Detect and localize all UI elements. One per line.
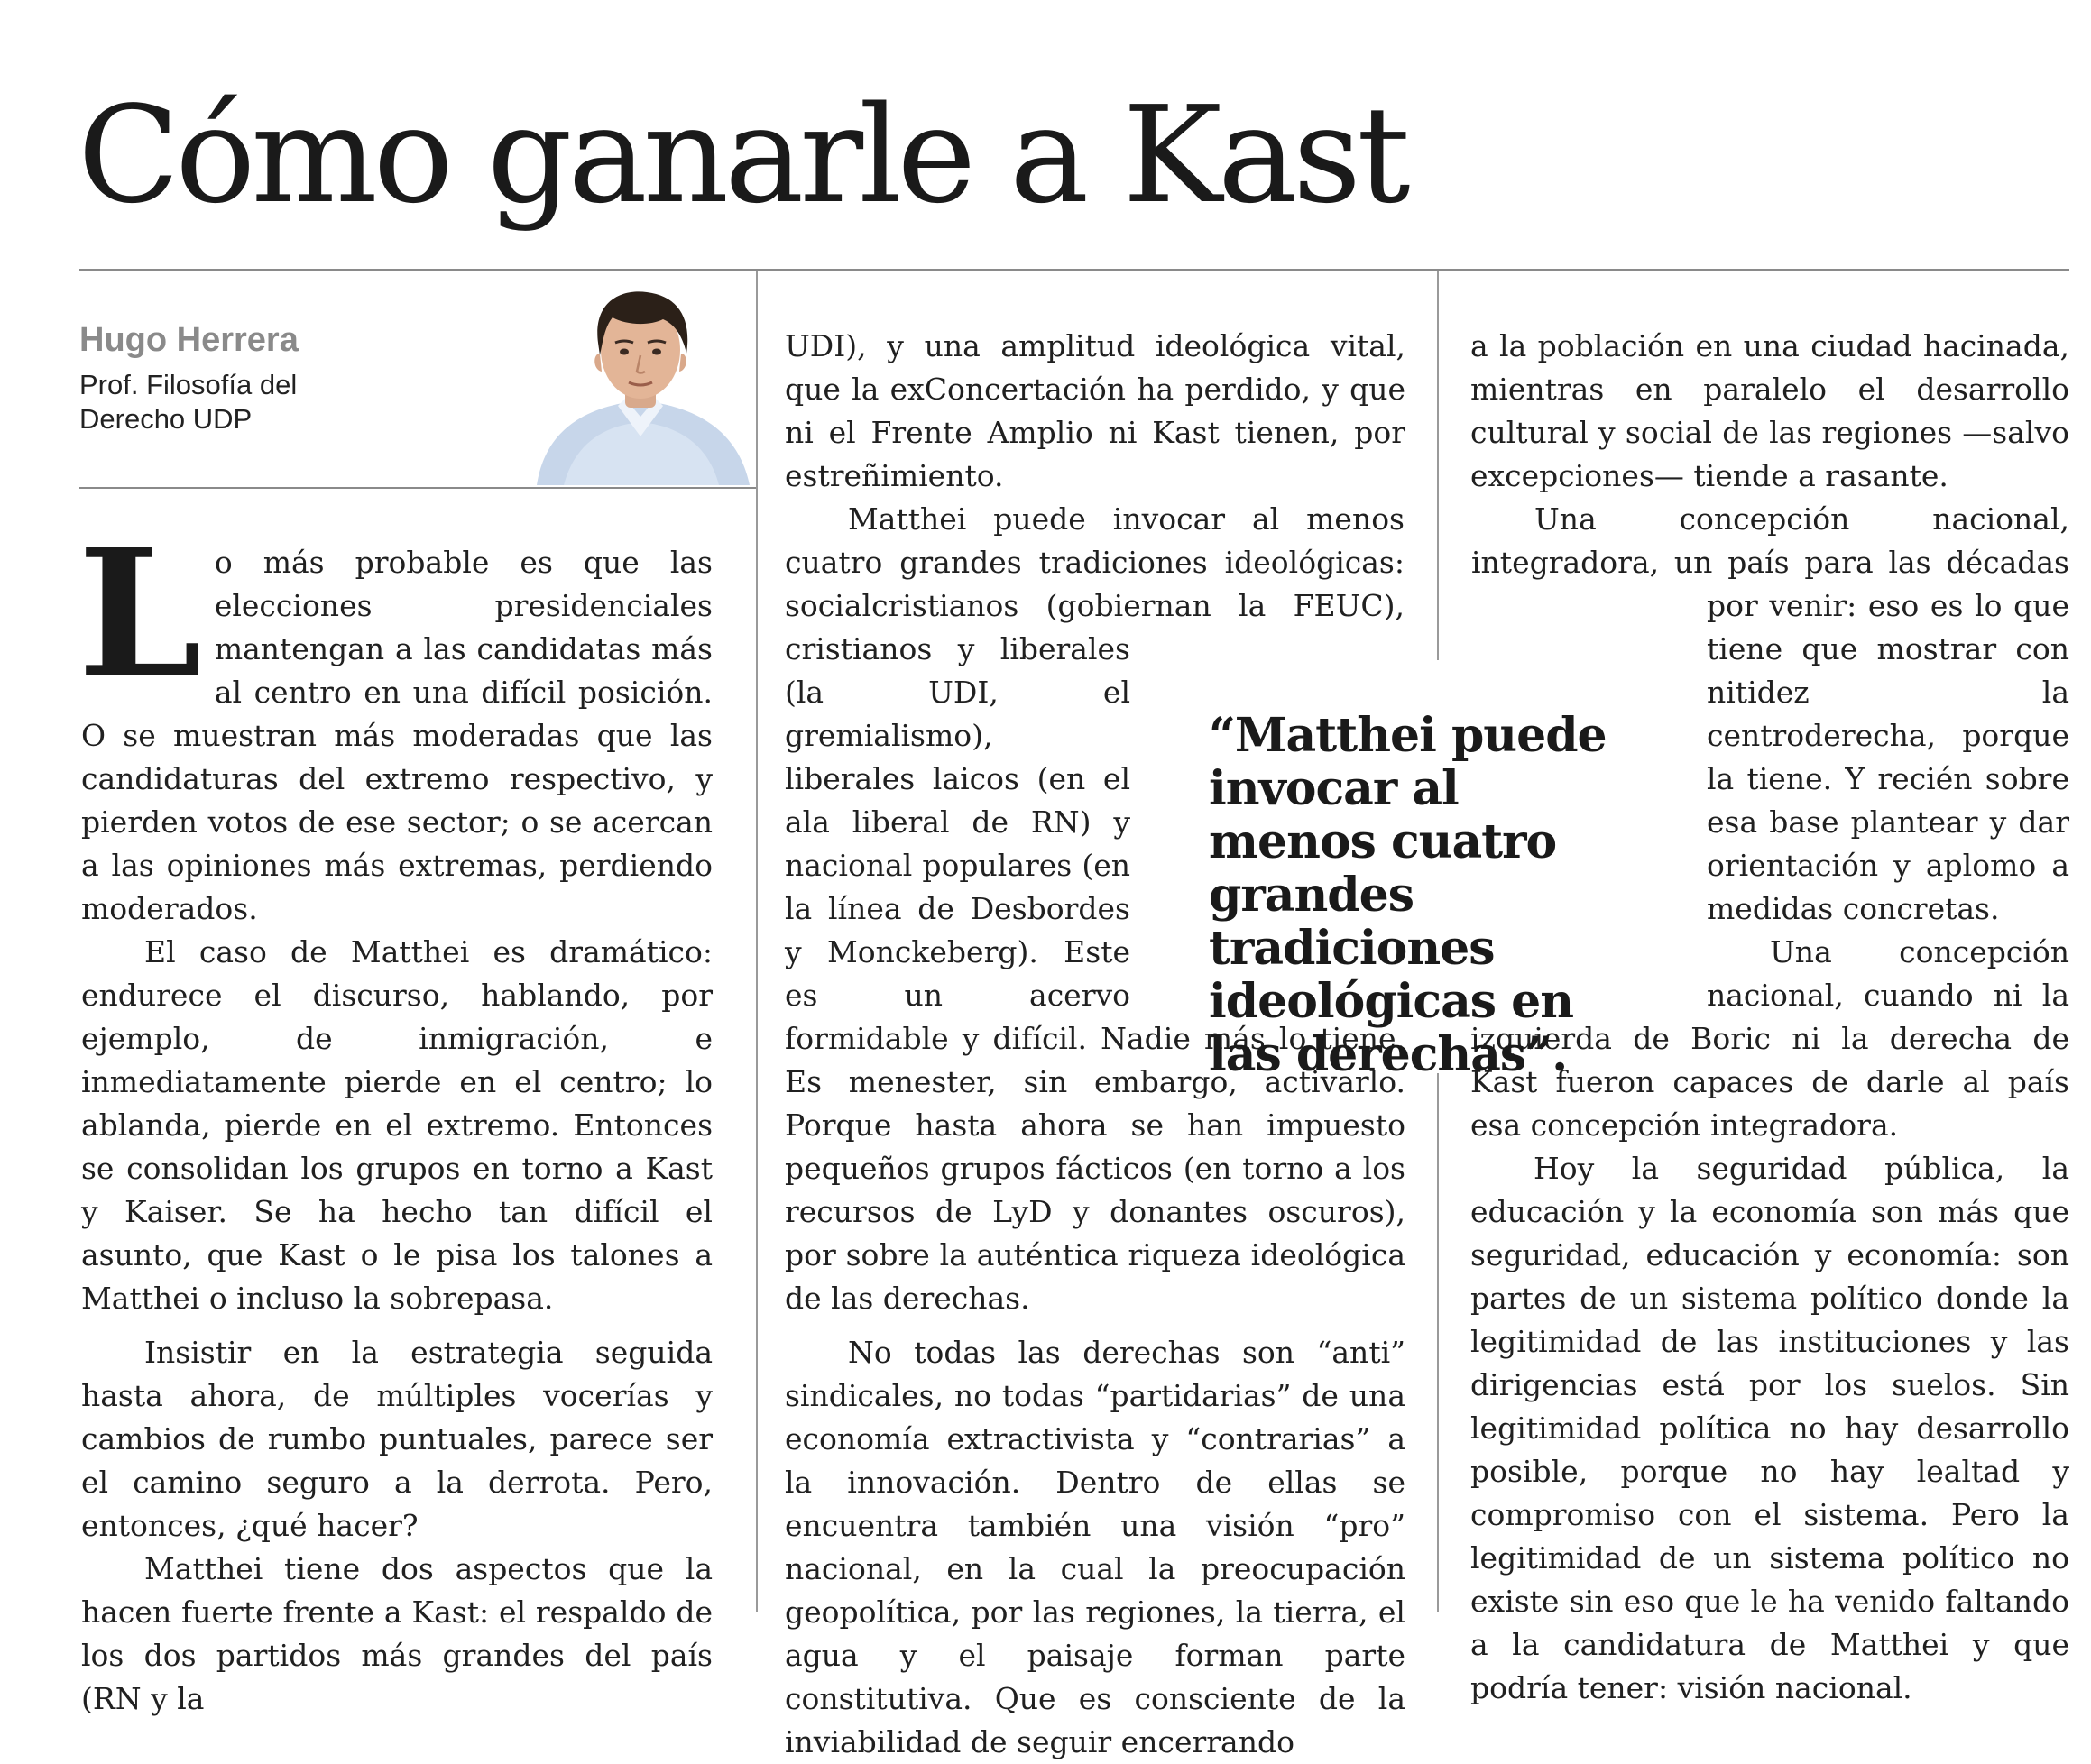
author-photo: [528, 290, 753, 485]
paragraph: Hoy la seguridad pública, la educación y la economía son más que seguridad, educación y economía: son partes de un sistema político donde la legitimidad de las instituciones y las dirigencias está por los suelos. Sin legitimidad política no hay desarrollo posible, porque no hay lealtad y compromiso con el sistema. Pero la legitimidad de un sistema político no existe sin eso que le ha venido faltando a la candidatura de Matthei y que podría tener: visión nacional.: [1470, 1151, 2069, 1705]
author-name: Hugo Herrera: [79, 321, 299, 359]
byline: [79, 317, 350, 436]
drop-cap: L: [78, 510, 202, 718]
paragraph: Insistir en la estrategia seguida hasta ahora, de múltiples vocerías y cambios de rumbo puntuales, parece ser el camino seguro a la derrota. Pero, entonces, ¿qué hacer?: [81, 1335, 713, 1543]
paragraph: o más probable es que las elecciones presidenciales mantengan a las candidatas más al centro en una difícil posición. O se muestran más moderadas que las candidaturas del extremo respectivo, y pierden votos de ese sector; o se acercan a las opiniones más extremas, perdiendo moderados.: [81, 545, 713, 926]
paragraph: Matthei tiene dos aspectos que la hacen fuerte frente a Kast: el respaldo de los dos partidos más grandes del país (RN y la: [81, 1551, 713, 1716]
paragraph: Matthei puede invocar al menos cuatro grandes tradiciones ideológicas: socialcristianos (gobiernan la FEUC), cristianos y liberales (la UDI, el gremialismo), liberales laicos (en el ala liberal de RN) y nacional populares (en la línea de Desbordes y Monckeberg). Este es un acervo formidable y difícil. Nadie más lo tiene. Es menester, sin embargo, activarlo. Porque hasta ahora se han impuesto pequeños grupos fácticos (en torno a los recursos de LyD y donantes oscuros), por sobre la auténtica riqueza ideológica de las derechas.: [785, 501, 1405, 1316]
paragraph: Una concepción nacional, cuando ni la izquierda de Boric ni la derecha de Kast fueron capaces de darle al país esa concepción integradora.: [1470, 934, 2069, 1143]
byline-rule: [79, 487, 756, 489]
column-divider-1: [756, 271, 758, 1612]
paragraph: No todas las derechas son “anti” sindicales, no todas “partidarias” de una economía extractivista y “contrarias” a la innovación. Dentro de ellas se encuentra también una visión “pro” nacional, en la cual la preocupación geopolítica, por las regiones, la tierra, el agua y el paisaje forman parte constitutiva. Que es consciente de la inviabilidad de seguir encerrando: [785, 1335, 1405, 1759]
headline: Cómo ganarle a Kast: [78, 78, 1406, 233]
paragraph: UDI), y una amplitud ideológica vital, que la exConcertación ha perdido, y que ni el Frente Amplio ni Kast tienen, por estreñimiento.: [785, 328, 1405, 493]
paragraph: El caso de Matthei es dramático: endurece el discurso, hablando, por ejemplo, de inmigración, e inmediatamente pierde en el centro; lo ablanda, pierde en el extremo. Entonces se consolidan los grupos en torno a Kast y Kaiser. Se ha hecho tan difícil el asunto, que Kast o le pisa los talones a Matthei o incluso la sobrepasa.: [81, 934, 713, 1316]
author-role: Prof. Filosofía del Derecho UDP: [79, 369, 298, 435]
paragraph: a la población en una ciudad hacinada, mientras en paralelo el desarrollo cultural y social de las regiones —salvo excepciones— tiende a rasante.: [1470, 328, 2069, 493]
pull-quote: “Matthei puede invocar al menos cuatro grandes tradiciones ideológicas en las derechas”.: [1209, 708, 1607, 1082]
top-rule: [79, 269, 2069, 271]
paragraph: Una concepción nacional, integradora, un país para las décadas por venir: eso es lo que tiene que mostrar con nitidez la centroderecha, porque la tiene. Y recién sobre esa base plantear y dar orientación y aplomo a medidas concretas.: [1471, 501, 2069, 926]
article-column-1: [78, 510, 713, 1721]
column-divider-2: [1437, 271, 1439, 660]
column-divider-2-lower: [1437, 1073, 1439, 1612]
